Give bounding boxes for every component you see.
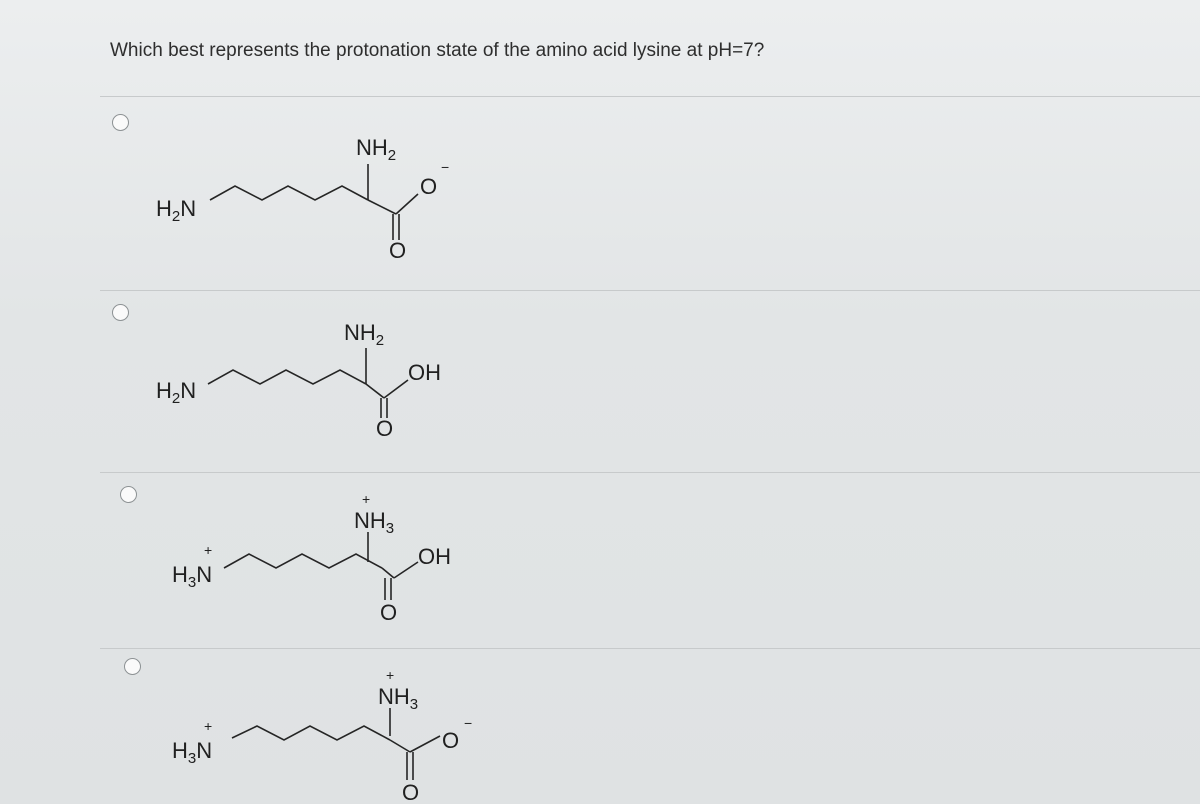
divider	[100, 96, 1200, 97]
carboxyl-bond	[368, 200, 396, 214]
answer-option-1[interactable]	[100, 108, 1180, 288]
carbonyl-oxygen-label: O	[389, 238, 407, 263]
side-chain-amino-label: $NH_3$	[378, 684, 419, 713]
left-charge: +	[204, 542, 213, 558]
answer-option-2[interactable]	[100, 300, 1180, 480]
divider	[100, 648, 1200, 649]
alpha-amino-group-label: $H_3N$	[172, 562, 213, 591]
carboxyl-bond	[366, 384, 384, 398]
top-charge: +	[362, 491, 371, 507]
answer-option-3[interactable]	[100, 482, 1180, 662]
carboxyl-hydroxyl-label: OH	[418, 544, 451, 569]
acid-bond	[394, 562, 418, 578]
carbonyl-oxygen-label: O	[380, 600, 398, 625]
acid-bond	[384, 380, 408, 398]
carbon-chain	[210, 186, 368, 200]
alpha-amino-group-label: $H_2N$	[156, 196, 197, 225]
question-text: Which best represents the protonation state of the amino acid lysine at pH=7?	[110, 40, 765, 61]
carbonyl-oxygen-label: O	[402, 780, 420, 804]
carboxyl-bond	[390, 740, 410, 752]
carboxyl-oxygen-label: O	[420, 174, 438, 199]
carboxyl-charge: −	[464, 715, 473, 731]
lysine-structure-option-1	[100, 108, 500, 273]
acid-bond	[410, 736, 440, 752]
carboxyl-hydroxyl-label: OH	[408, 360, 441, 385]
top-charge: +	[386, 667, 395, 683]
lysine-structure-option-2	[100, 300, 500, 465]
left-charge: +	[204, 718, 213, 734]
side-chain-amino-label: $NH_3$	[354, 508, 395, 537]
lysine-structure-option-4	[100, 652, 500, 804]
divider	[100, 472, 1200, 473]
lysine-structure-option-3	[100, 482, 500, 647]
acid-bond	[396, 194, 418, 214]
carbon-chain	[224, 554, 382, 568]
carbon-chain	[208, 370, 366, 384]
carboxyl-bond	[382, 568, 394, 578]
alpha-amino-group-label: $H_3N$	[172, 738, 213, 767]
carbon-chain	[232, 726, 390, 740]
side-chain-amino-label: $NH_2$	[356, 135, 397, 164]
side-chain-amino-label: $NH_2$	[344, 320, 385, 349]
answer-option-4[interactable]	[100, 652, 1180, 804]
alpha-amino-group-label: $H_2N$	[156, 378, 197, 407]
divider	[100, 290, 1200, 291]
carbonyl-oxygen-label: O	[376, 416, 394, 441]
carboxyl-charge: −	[441, 159, 450, 175]
carboxyl-oxygen-label: O	[442, 728, 460, 753]
